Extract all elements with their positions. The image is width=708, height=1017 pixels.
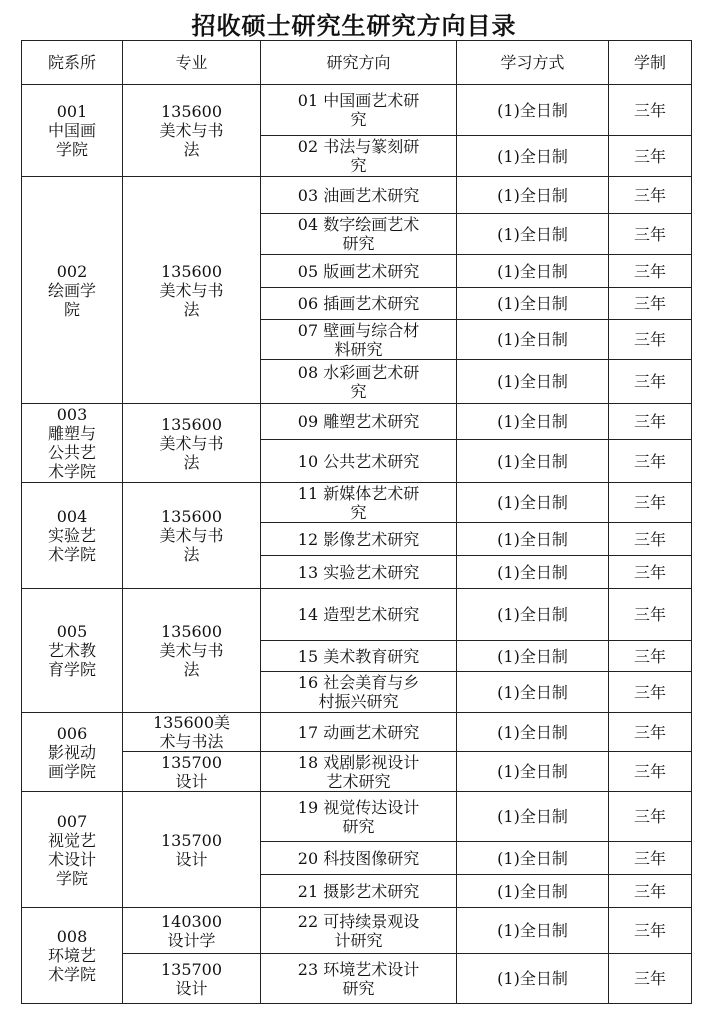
mode-cell: (1)全日制 — [457, 177, 609, 214]
header-mode: 学习方式 — [457, 41, 609, 85]
years-cell: 三年 — [609, 908, 692, 954]
mode-cell: (1)全日制 — [457, 440, 609, 483]
years-cell: 三年 — [609, 440, 692, 483]
table-row — [22, 954, 692, 1004]
direction-cell: 08 水彩画艺术研究 — [261, 360, 457, 404]
major-cell: 135600 美术与书 法 — [123, 483, 261, 589]
mode-cell: (1)全日制 — [457, 483, 609, 523]
mode-cell: (1)全日制 — [457, 523, 609, 556]
direction-cell: 03 油画艺术研究 — [261, 177, 457, 214]
table-row — [22, 85, 692, 136]
direction-cell: 23 环境艺术设计研究 — [261, 954, 457, 1004]
mode-cell: (1)全日制 — [457, 288, 609, 320]
mode-cell: (1)全日制 — [457, 85, 609, 136]
mode-cell: (1)全日制 — [457, 672, 609, 713]
direction-cell: 18 戏剧影视设计艺术研究 — [261, 752, 457, 792]
header-direction: 研究方向 — [261, 41, 457, 85]
direction-cell: 02 书法与篆刻研究 — [261, 136, 457, 177]
major-cell: 135600 美术与书 法 — [123, 85, 261, 177]
years-cell: 三年 — [609, 842, 692, 875]
direction-cell: 22 可持续景观设计研究 — [261, 908, 457, 954]
years-cell: 三年 — [609, 404, 692, 440]
direction-cell: 09 雕塑艺术研究 — [261, 404, 457, 440]
years-cell: 三年 — [609, 641, 692, 672]
major-cell: 135600 美术与书 法 — [123, 177, 261, 404]
direction-cell: 19 视觉传达设计研究 — [261, 792, 457, 842]
mode-cell: (1)全日制 — [457, 842, 609, 875]
direction-cell: 13 实验艺术研究 — [261, 556, 457, 589]
direction-cell: 12 影像艺术研究 — [261, 523, 457, 556]
direction-cell: 05 版画艺术研究 — [261, 255, 457, 288]
dept-cell: 005 艺术教 育学院 — [22, 589, 123, 713]
mode-cell: (1)全日制 — [457, 589, 609, 641]
years-cell: 三年 — [609, 483, 692, 523]
years-cell: 三年 — [609, 713, 692, 752]
mode-cell: (1)全日制 — [457, 792, 609, 842]
table-row — [22, 908, 692, 954]
years-cell: 三年 — [609, 523, 692, 556]
header-row — [22, 41, 692, 85]
years-cell: 三年 — [609, 672, 692, 713]
table-row — [22, 177, 692, 214]
mode-cell: (1)全日制 — [457, 641, 609, 672]
dept-cell: 008 环境艺 术学院 — [22, 908, 123, 1004]
direction-cell: 15 美术教育研究 — [261, 641, 457, 672]
mode-cell: (1)全日制 — [457, 713, 609, 752]
direction-cell: 14 造型艺术研究 — [261, 589, 457, 641]
mode-cell: (1)全日制 — [457, 908, 609, 954]
major-cell: 135600美 术与书法 — [123, 713, 261, 752]
catalog-table — [21, 40, 692, 1004]
mode-cell: (1)全日制 — [457, 556, 609, 589]
header-years: 学制 — [609, 41, 692, 85]
major-cell: 135700 设计 — [123, 752, 261, 792]
mode-cell: (1)全日制 — [457, 752, 609, 792]
dept-cell: 001 中国画 学院 — [22, 85, 123, 177]
mode-cell: (1)全日制 — [457, 954, 609, 1004]
years-cell: 三年 — [609, 136, 692, 177]
dept-cell: 006 影视动 画学院 — [22, 713, 123, 792]
mode-cell: (1)全日制 — [457, 404, 609, 440]
header-dept: 院系所 — [22, 41, 123, 85]
table-row — [22, 589, 692, 641]
dept-cell: 004 实验艺 术学院 — [22, 483, 123, 589]
table-row — [22, 483, 692, 523]
years-cell: 三年 — [609, 954, 692, 1004]
mode-cell: (1)全日制 — [457, 320, 609, 360]
years-cell: 三年 — [609, 288, 692, 320]
mode-cell: (1)全日制 — [457, 875, 609, 908]
direction-cell: 06 插画艺术研究 — [261, 288, 457, 320]
page-title: 招收硕士研究生研究方向目录 — [191, 11, 517, 40]
direction-cell: 04 数字绘画艺术研究 — [261, 214, 457, 255]
years-cell: 三年 — [609, 556, 692, 589]
major-cell: 135600 美术与书 法 — [123, 589, 261, 713]
years-cell: 三年 — [609, 320, 692, 360]
years-cell: 三年 — [609, 752, 692, 792]
mode-cell: (1)全日制 — [457, 360, 609, 404]
years-cell: 三年 — [609, 214, 692, 255]
direction-cell: 10 公共艺术研究 — [261, 440, 457, 483]
years-cell: 三年 — [609, 875, 692, 908]
header-major: 专业 — [123, 41, 261, 85]
major-cell: 135700 设计 — [123, 792, 261, 908]
mode-cell: (1)全日制 — [457, 136, 609, 177]
direction-cell: 07 壁画与综合材料研究 — [261, 320, 457, 360]
mode-cell: (1)全日制 — [457, 214, 609, 255]
table-row — [22, 404, 692, 440]
direction-cell: 11 新媒体艺术研究 — [261, 483, 457, 523]
years-cell: 三年 — [609, 792, 692, 842]
years-cell: 三年 — [609, 177, 692, 214]
direction-cell: 21 摄影艺术研究 — [261, 875, 457, 908]
table-row — [22, 752, 692, 792]
major-cell: 135600 美术与书 法 — [123, 404, 261, 483]
table-row — [22, 713, 692, 752]
direction-cell: 17 动画艺术研究 — [261, 713, 457, 752]
major-cell: 135700 设计 — [123, 954, 261, 1004]
dept-cell: 007 视觉艺 术设计 学院 — [22, 792, 123, 908]
dept-cell: 002 绘画学 院 — [22, 177, 123, 404]
years-cell: 三年 — [609, 589, 692, 641]
table-row — [22, 792, 692, 842]
years-cell: 三年 — [609, 85, 692, 136]
direction-cell: 16 社会美育与乡村振兴研究 — [261, 672, 457, 713]
dept-cell: 003 雕塑与 公共艺 术学院 — [22, 404, 123, 483]
years-cell: 三年 — [609, 255, 692, 288]
years-cell: 三年 — [609, 360, 692, 404]
direction-cell: 01 中国画艺术研究 — [261, 85, 457, 136]
major-cell: 140300 设计学 — [123, 908, 261, 954]
mode-cell: (1)全日制 — [457, 255, 609, 288]
direction-cell: 20 科技图像研究 — [261, 842, 457, 875]
